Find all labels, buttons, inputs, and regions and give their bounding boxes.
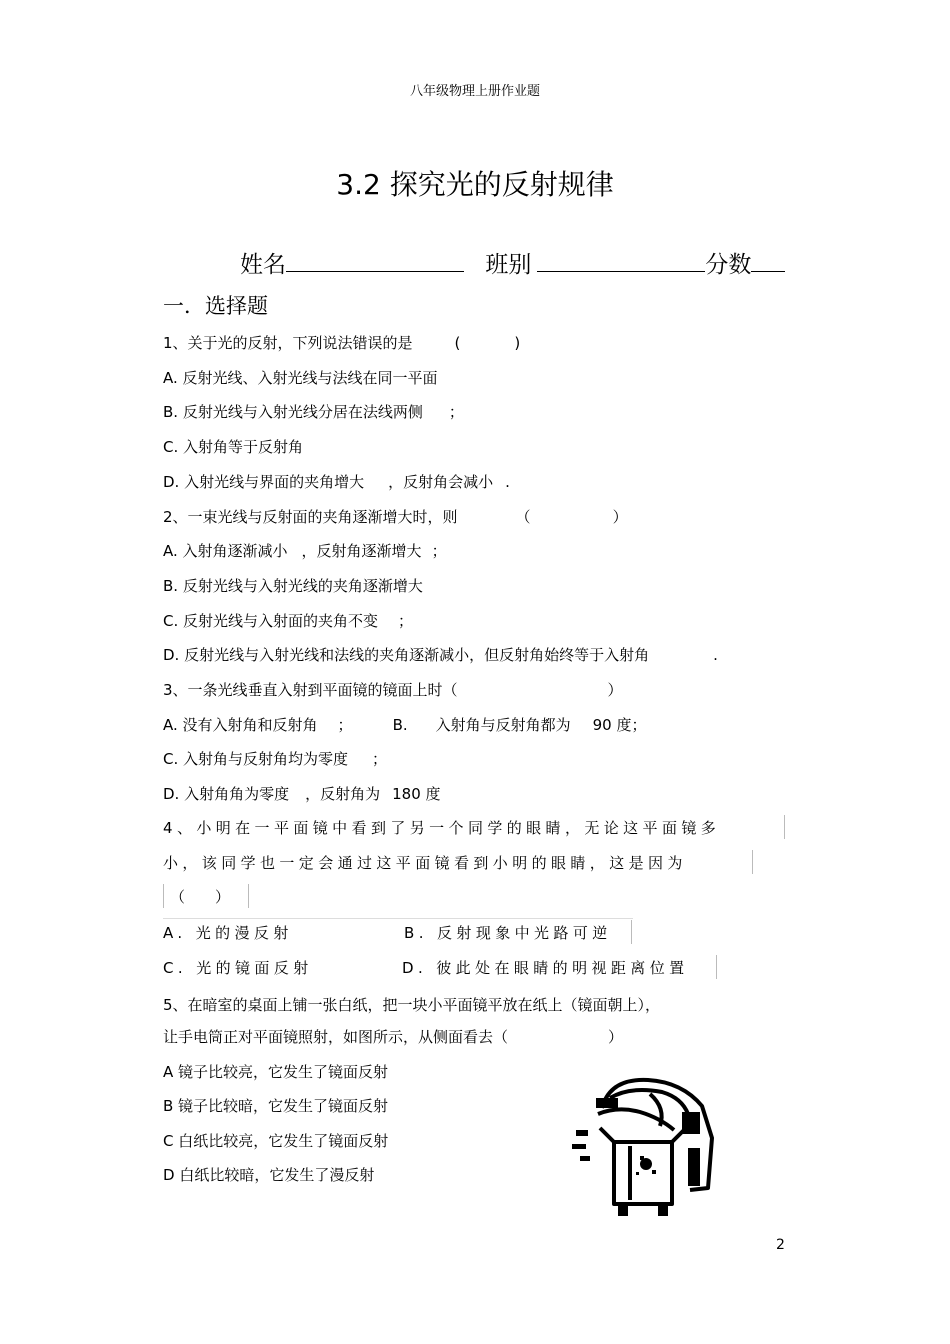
q2-stem-line [163,506,628,527]
q2-option-c-end: ； [398,612,414,630]
q2-option-a [163,540,447,561]
q1-option-a: A. 反射光线、入射光线与法线在同一平面 [163,369,438,387]
q4-option-b-edge [631,920,632,944]
q3-option-b-text: 入射角与反射角都为 [435,716,571,734]
q5-bracket-close: ） [608,1028,624,1046]
q4-option-c: C. 光的镜面反射 [163,959,313,977]
q1-bracket-open: ( [454,334,461,352]
q1-bracket-close: ) [514,334,521,352]
q1-option-d [163,471,510,492]
q2-option-c [163,610,413,631]
q2-option-a-text: A. 入射角逐渐减小 [163,542,288,560]
page-title: 3.2 探究光的反射规律 [336,168,614,201]
q4-stem-line-2: 小，该同学也一定会通过这平面镜看到小明的眼睛，这是因为 [163,854,687,872]
q4-line1-edge [784,815,785,839]
q1-option-b [163,401,464,422]
section-title: 一．选择题 [163,294,268,318]
q4-option-d-edge [716,955,717,979]
q2-bracket-close: ） [612,508,628,526]
q2-option-d-end: . [713,646,718,664]
q2-stem: 2、一束光线与反射面的夹角逐渐增大时，则 [163,508,458,526]
q1-option-b-text: B. 反射光线与入射光线分居在法线两侧 [163,403,423,421]
q2-option-a-end: ； [431,542,447,560]
q4-line2-edge [752,850,753,874]
q3-option-d-mid: ，反射角为 [305,785,381,803]
q5-stem-2: 让手电筒正对平面镜照射，如图所示，从侧面看去（ [163,1028,509,1046]
q3-option-d-text: D. 入射角角为零度 [163,785,290,803]
q1-option-d-end: . [505,473,510,491]
q5-option-a: A 镜子比较亮，它发生了镜面反射 [163,1063,389,1081]
q5-option-b: B 镜子比较暗，它发生了镜面反射 [163,1097,389,1115]
q3-option-c-end: ； [372,750,388,768]
q1-stem-line [163,332,520,353]
student-info-row [240,246,785,279]
score-blank [751,249,785,272]
name-blank [286,249,464,272]
q3-option-a-text: A. 没有入射角和反射角 [163,716,318,734]
q3-option-c [163,748,387,769]
q1-option-d-text: D. 入射光线与界面的夹角增大 [163,473,365,491]
q2-option-d [163,644,718,665]
q1-option-c: C. 入射角等于反射角 [163,438,304,456]
q1-option-b-end: ； [448,403,464,421]
q4-stem-line-1: 4、小明在一平面镜中看到了另一个同学的眼睛，无论这平面镜多 [163,819,721,837]
q4-bracket-left-edge [163,884,164,908]
q3-stem-line [163,679,623,700]
q1-option-d-mid: ，反射角会减小 [388,473,494,491]
score-label: 分数 [705,252,752,278]
name-label: 姓名 [240,252,286,278]
q5-option-d: D 白纸比较暗，它发生了漫反射 [163,1166,375,1184]
q2-option-d-text: D. 反射光线与入射光线和法线的夹角逐渐减小，但反射角始终等于入射角 [163,646,650,664]
q3-option-ab [163,714,647,735]
q2-option-b: B. 反射光线与入射光线的夹角逐渐增大 [163,577,423,595]
q5-stem-line-2 [163,1026,623,1047]
q2-option-c-text: C. 反射光线与入射面的夹角不变 [163,612,379,630]
q4-bracket-right-edge [248,884,249,908]
page-number: 2 [776,1237,785,1253]
q1-stem: 1、关于光的反射，下列说法错误的是 [163,334,413,352]
class-blank [537,249,705,272]
q4-options-divider [163,918,633,919]
q5-option-c: C 白纸比较亮，它发生了镜面反射 [163,1132,389,1150]
q3-option-d [163,783,441,804]
q3-option-d-value: 180 度 [392,785,441,803]
q5-stem-line-1: 5、在暗室的桌面上铺一张白纸，把一块小平面镜平放在纸上（镜面朝上）， [163,996,661,1014]
q3-option-b-label: B. [392,716,408,734]
q3-stem: 3、一条光线垂直入射到平面镜的镜面上时（ [163,681,458,699]
person-with-flashlight-illustration-icon [570,1068,720,1218]
q3-option-c-text: C. 入射角与反射角均为零度 [163,750,349,768]
q4-option-b: B. 反射现象中光路可逆 [404,924,612,942]
q2-bracket-open: （ [515,508,531,526]
page-header: 八年级物理上册作业题 [409,84,540,99]
q2-option-a-mid: ，反射角逐渐增大 [301,542,422,560]
q4-bracket: （ ） [170,888,231,906]
q4-option-a: A. 光的漫反射 [163,924,293,942]
q3-bracket-close: ） [607,681,623,699]
class-label: 班别 [485,252,532,278]
q3-option-a-end: ； [337,716,353,734]
q4-option-d: D. 彼此处在眼睛的明视距离位置 [402,959,689,977]
q3-option-b-value: 90 度； [592,716,647,734]
